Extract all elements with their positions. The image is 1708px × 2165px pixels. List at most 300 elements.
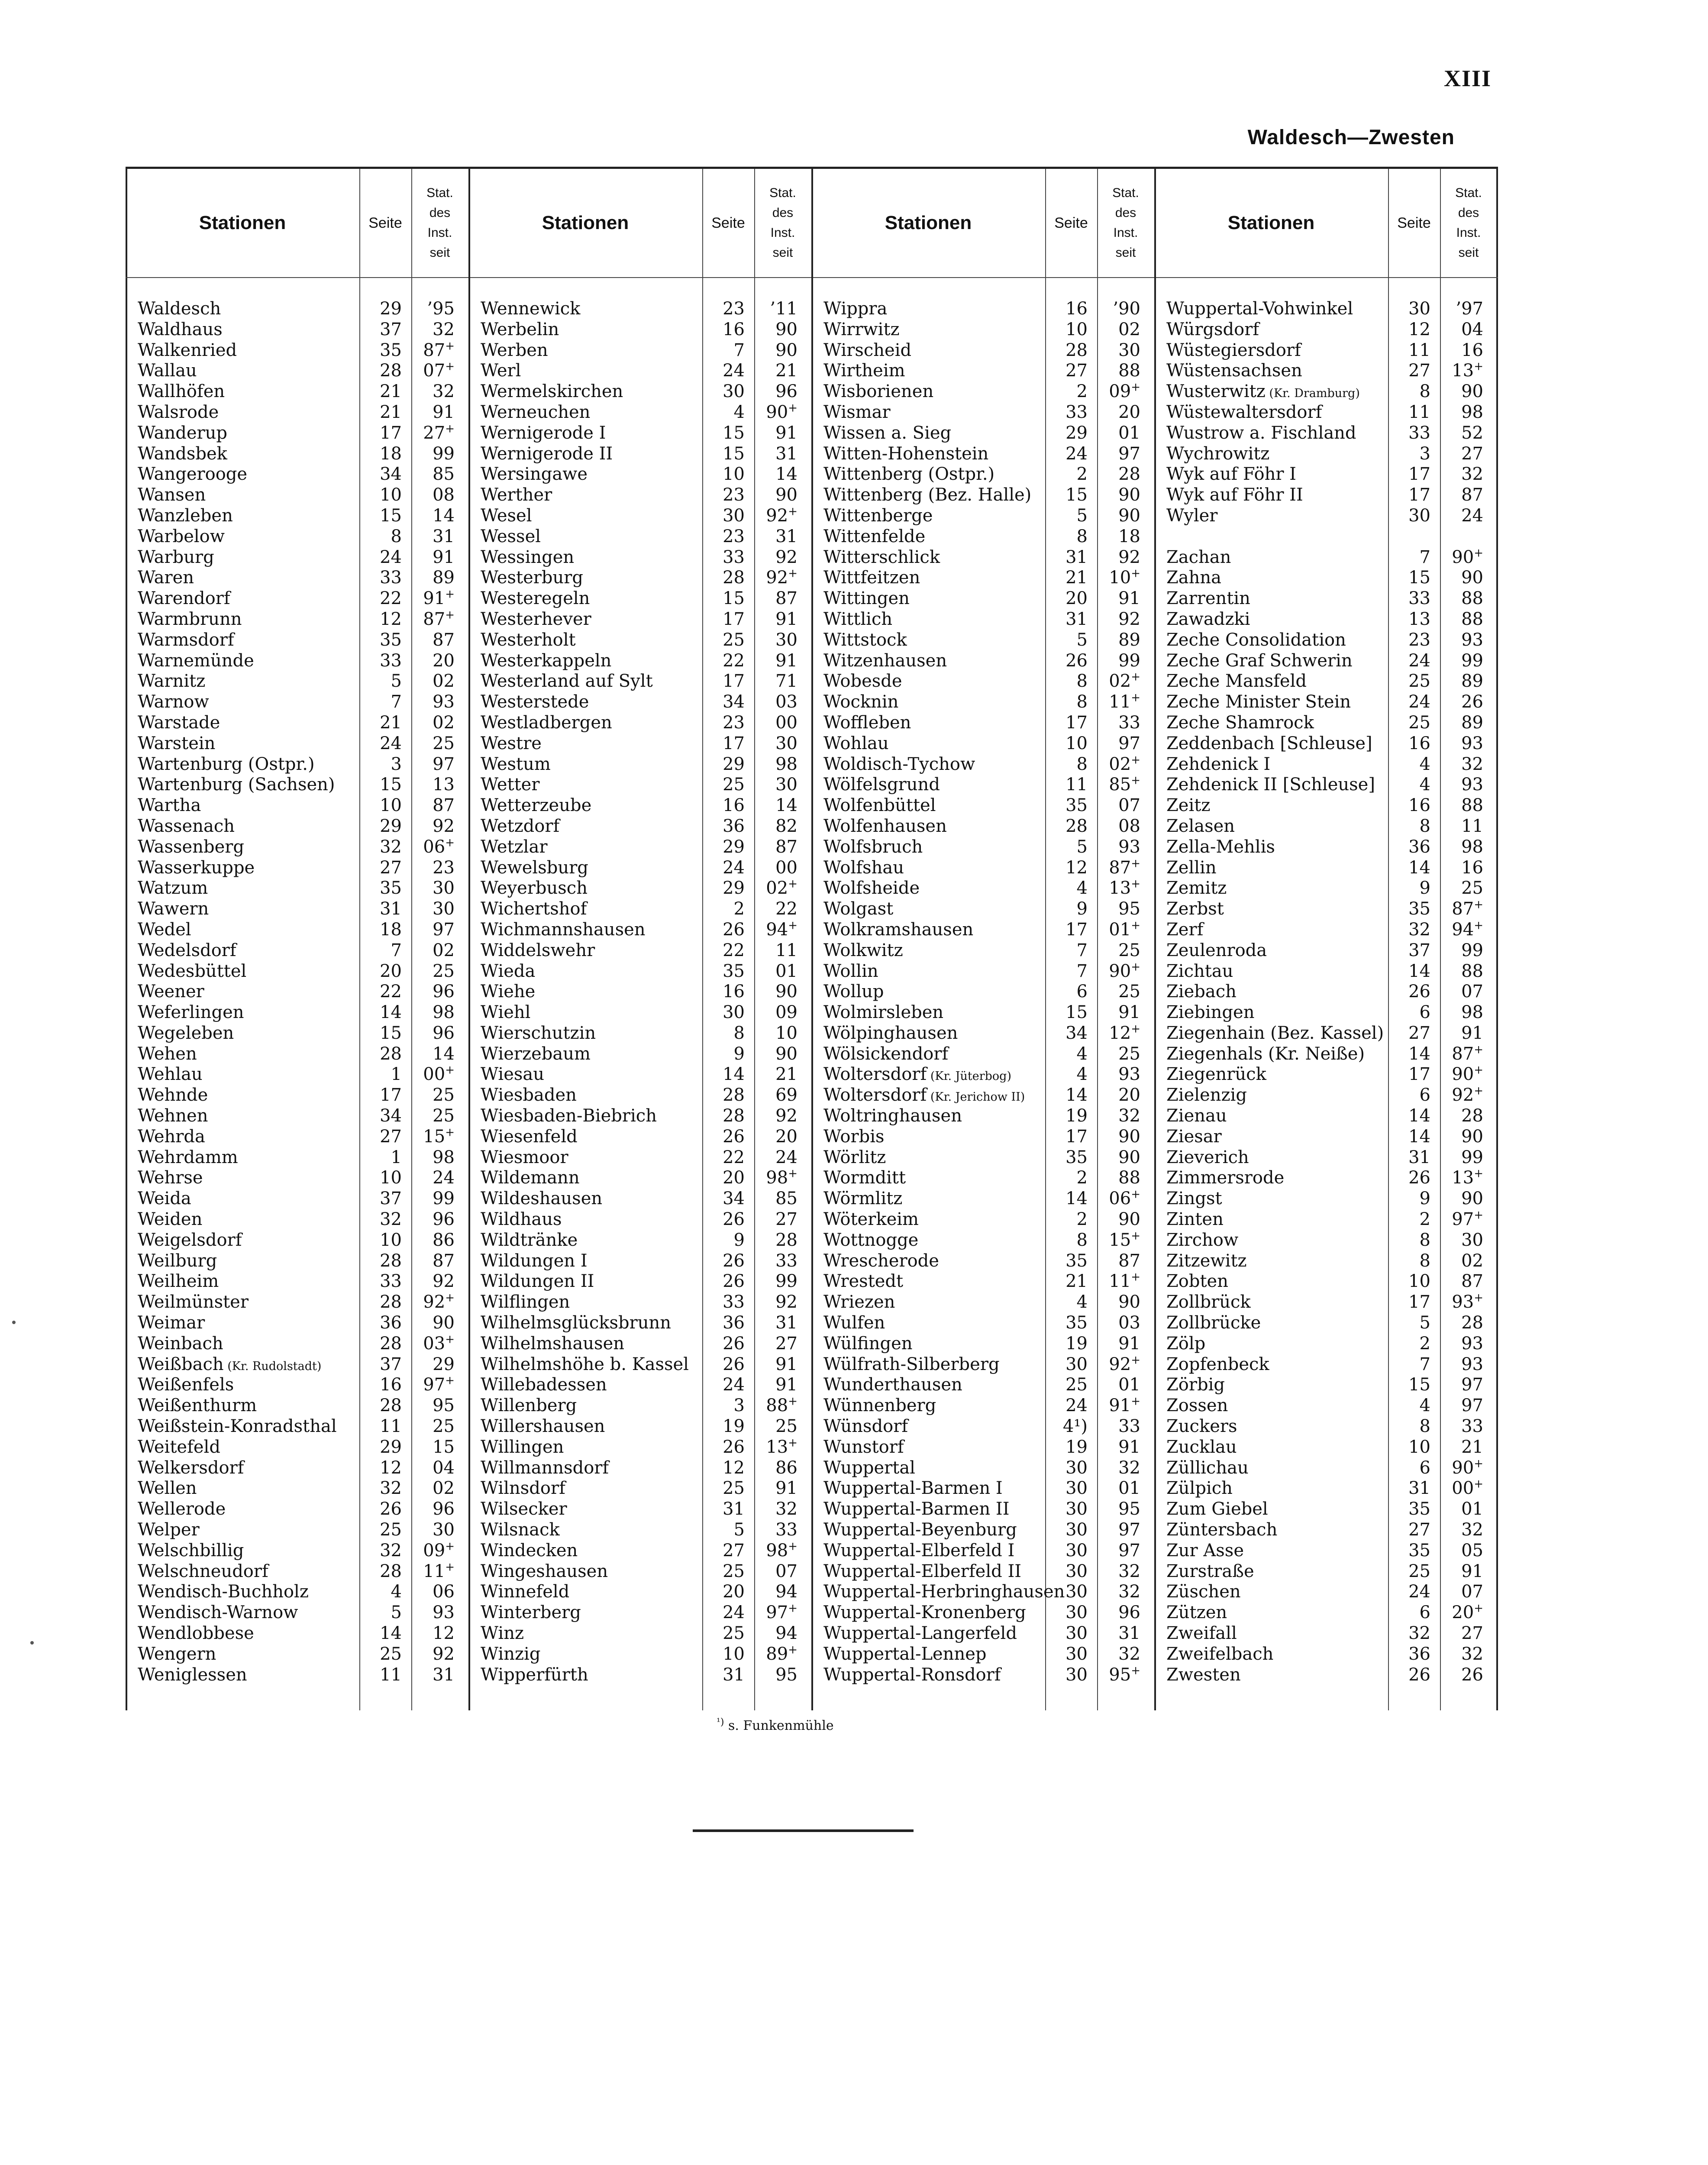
station-row	[468, 1127, 811, 1147]
station-name: Wuppertal-Langerfeld	[823, 1623, 1017, 1643]
station-name: Zieverich	[1166, 1147, 1249, 1167]
station-row	[468, 899, 811, 920]
station-row	[1154, 527, 1497, 547]
station-name: Wolfsheide	[823, 878, 920, 898]
station-year: 25	[433, 1106, 455, 1126]
header-stations: Stationen	[542, 212, 629, 233]
plus-mark: +	[788, 919, 797, 932]
station-year: 28	[1118, 464, 1140, 485]
station-page: 21	[380, 712, 402, 733]
station-page: 28	[723, 1106, 745, 1126]
station-row	[468, 1251, 811, 1272]
station-year: 87+	[1452, 898, 1483, 919]
station-name: Zielenzig	[1166, 1085, 1247, 1105]
station-row	[468, 816, 811, 837]
station-year: 91	[1461, 1023, 1483, 1043]
station-name: Wierschutzin	[481, 1023, 596, 1043]
station-year: 85	[775, 1189, 797, 1209]
station-row	[468, 1354, 811, 1375]
plus-mark: +	[445, 1561, 455, 1574]
station-row	[1154, 775, 1497, 795]
station-row	[811, 527, 1154, 547]
header-stations: Stationen	[1227, 212, 1315, 233]
station-row	[468, 547, 811, 568]
station-row	[468, 1375, 811, 1396]
station-name: Welkersdorf	[138, 1457, 244, 1478]
station-year: 26	[1461, 692, 1483, 712]
station-name: Zeddenbach [Schleuse]	[1166, 733, 1372, 753]
station-name: Weniglessen	[138, 1664, 247, 1685]
station-page: 14	[1408, 1044, 1430, 1064]
station-name: Werther	[481, 485, 552, 505]
station-year: 90+	[1452, 1457, 1483, 1478]
station-page: 11	[380, 1416, 402, 1437]
station-year: 09	[775, 1002, 797, 1023]
station-page: 7	[1419, 547, 1430, 567]
station-row	[126, 444, 468, 465]
station-row	[1154, 1644, 1497, 1665]
station-year: 31	[1118, 1623, 1140, 1643]
station-page: 5	[1076, 837, 1088, 857]
header-seite: Seite	[711, 214, 745, 231]
station-rows	[468, 299, 811, 1685]
station-page: 15	[380, 775, 402, 795]
station-year: 31	[775, 1313, 797, 1333]
station-page: 23	[723, 712, 745, 733]
station-name: Westerhever	[481, 609, 591, 629]
station-year: 12	[433, 1623, 455, 1643]
station-page: 8	[1419, 1251, 1430, 1271]
station-name: Warmbrunn	[138, 609, 242, 629]
station-row	[811, 795, 1154, 816]
station-row	[811, 444, 1154, 465]
station-year: 30	[775, 775, 797, 795]
plus-mark: +	[788, 1167, 797, 1181]
station-row	[468, 1561, 811, 1582]
station-page: 30	[1065, 1603, 1088, 1623]
header-since-line: des	[1115, 206, 1137, 220]
station-row	[468, 940, 811, 961]
station-year: 90+	[1109, 960, 1140, 981]
station-page: 31	[723, 1499, 745, 1519]
station-year: 91	[775, 609, 797, 629]
station-row	[126, 651, 468, 672]
plus-mark: +	[788, 1643, 797, 1657]
station-page: 1	[391, 1147, 402, 1167]
station-name: Weinbach	[138, 1333, 223, 1354]
station-name: Willershausen	[481, 1416, 605, 1437]
plus-mark: +	[1474, 1209, 1483, 1222]
station-name: Zweifelbach	[1166, 1644, 1274, 1664]
station-year: 25	[433, 961, 455, 981]
plus-mark: +	[1474, 1064, 1483, 1077]
station-row	[811, 734, 1154, 754]
station-year: 90+	[1452, 546, 1483, 567]
station-page: 26	[723, 1251, 745, 1271]
station-name: Zienau	[1166, 1106, 1227, 1126]
station-year: 33	[1118, 712, 1140, 733]
station-name: Wilnsdorf	[481, 1478, 565, 1499]
station-name: Windecken	[481, 1540, 578, 1561]
station-page: 26	[723, 1354, 745, 1374]
station-year: 02	[1461, 1251, 1483, 1271]
station-name: Wassenberg	[138, 837, 244, 857]
station-row	[811, 381, 1154, 402]
station-name: Wünnenberg	[823, 1396, 936, 1416]
station-name: Ziebingen	[1166, 1002, 1255, 1023]
plus-mark: +	[445, 360, 455, 374]
station-year: 02	[433, 671, 455, 692]
station-page: 17	[1408, 464, 1430, 485]
station-page: 22	[380, 588, 402, 609]
station-year: 01	[1118, 1375, 1140, 1395]
station-name: Westerland auf Sylt	[481, 671, 653, 692]
station-column-1	[126, 169, 468, 1710]
station-name: Zörbig	[1166, 1375, 1225, 1395]
station-row	[468, 858, 811, 879]
station-row	[811, 568, 1154, 588]
station-year: 71	[775, 671, 797, 692]
station-name: Zucklau	[1166, 1437, 1237, 1457]
station-page: 20	[380, 961, 402, 981]
station-row	[811, 1251, 1154, 1272]
station-row	[468, 1085, 811, 1106]
station-row	[468, 1437, 811, 1458]
station-page: 16	[723, 795, 745, 816]
station-row	[811, 609, 1154, 630]
station-name: Wesel	[481, 505, 532, 526]
station-page: 5	[391, 1603, 402, 1623]
station-page: 29	[1065, 423, 1088, 443]
station-year: 26	[1461, 1664, 1483, 1685]
station-name: Wuppertal-Beyenburg	[823, 1520, 1017, 1540]
station-year: 32	[1118, 1582, 1140, 1602]
station-year: 92	[433, 816, 455, 836]
station-year: 13	[433, 775, 455, 795]
station-page: 25	[1408, 1561, 1430, 1581]
station-row	[126, 1292, 468, 1313]
station-row	[1154, 1354, 1497, 1375]
plus-mark: +	[445, 836, 455, 850]
station-row	[126, 1230, 468, 1251]
station-row	[126, 299, 468, 320]
station-page: 33	[380, 568, 402, 588]
station-page: 6	[1419, 1085, 1430, 1105]
station-year: 89+	[766, 1643, 797, 1664]
station-year: 18	[1118, 526, 1140, 546]
station-year: ’90	[1113, 299, 1140, 319]
station-page: 31	[1408, 1478, 1430, 1499]
station-name: Zweifall	[1166, 1623, 1237, 1643]
station-row	[1154, 858, 1497, 879]
station-qualifier: (Kr. Rudolstadt)	[223, 1359, 322, 1373]
station-page: 30	[1065, 1457, 1088, 1478]
station-name: Wingeshausen	[481, 1561, 608, 1581]
station-year: 91	[775, 1478, 797, 1499]
station-year: 02+	[1109, 753, 1140, 774]
station-row	[126, 1085, 468, 1106]
station-row	[811, 1416, 1154, 1437]
station-page: 2	[1076, 1209, 1088, 1230]
station-name: Wichmannshausen	[481, 919, 646, 940]
station-page: 25	[1065, 1375, 1088, 1395]
station-year: 98	[775, 754, 797, 774]
station-year: 93	[1461, 775, 1483, 795]
station-name: Wrescherode	[823, 1251, 939, 1271]
station-page: 31	[380, 899, 402, 919]
plus-mark: +	[445, 1540, 455, 1553]
station-row	[1154, 1561, 1497, 1582]
station-name: Warnitz	[138, 671, 206, 692]
station-year: 01	[1118, 1478, 1140, 1499]
station-page: 28	[380, 1251, 402, 1271]
station-row	[126, 361, 468, 381]
station-name: Wüstewaltersdorf	[1166, 402, 1322, 422]
station-row	[126, 630, 468, 651]
station-year: 01+	[1109, 919, 1140, 940]
station-year: 06+	[1109, 1188, 1140, 1209]
station-page: 27	[1408, 1520, 1430, 1540]
header-stations: Stationen	[199, 212, 286, 233]
station-name: Werneuchen	[481, 402, 591, 422]
station-page: 20	[723, 1582, 745, 1602]
station-name: Wewelsburg	[481, 857, 588, 878]
station-year: 87	[1461, 485, 1483, 505]
station-name: Wengern	[138, 1644, 216, 1664]
station-year: ’11	[770, 299, 797, 319]
station-name: Wissen a. Sieg	[823, 423, 952, 443]
station-row	[126, 775, 468, 795]
station-page: 36	[380, 1313, 402, 1333]
station-row	[811, 320, 1154, 340]
station-year: 32	[1118, 1106, 1140, 1126]
station-page: 28	[1065, 816, 1088, 836]
station-year: 93	[433, 1603, 455, 1623]
station-name: Zeulenroda	[1166, 940, 1267, 960]
station-page: 23	[723, 485, 745, 505]
station-year: 94+	[1452, 919, 1483, 940]
station-year: 87	[433, 795, 455, 816]
plus-mark: +	[1474, 546, 1483, 560]
station-year: 32	[1118, 1561, 1140, 1581]
station-year: 07	[1461, 1582, 1483, 1602]
station-name: Zuckers	[1166, 1416, 1237, 1437]
station-name: Zawadzki	[1166, 609, 1250, 629]
station-year: 98+	[766, 1540, 797, 1561]
station-name: Wuppertal-Kronenberg	[823, 1603, 1026, 1623]
station-row	[468, 1458, 811, 1479]
station-page: 10	[1408, 1437, 1430, 1457]
station-page: 35	[380, 630, 402, 650]
station-row	[468, 506, 811, 527]
header-since-line: seit	[429, 246, 450, 260]
station-page: 24	[1408, 1582, 1430, 1602]
station-row	[811, 547, 1154, 568]
station-name: Zelasen	[1166, 816, 1235, 836]
plus-mark: +	[1474, 1457, 1483, 1470]
station-page: 25	[380, 1520, 402, 1540]
station-page: 8	[1076, 671, 1088, 692]
station-name: Wildtränke	[481, 1230, 578, 1250]
station-row	[468, 1106, 811, 1127]
station-year: 88	[1461, 961, 1483, 981]
station-page: 35	[1408, 899, 1430, 919]
station-row	[811, 692, 1154, 713]
station-row	[1154, 402, 1497, 423]
station-page: 30	[1408, 505, 1430, 526]
station-name: Waldhaus	[138, 319, 223, 339]
station-year: 92	[1118, 609, 1140, 629]
station-page: 8	[1076, 692, 1088, 712]
station-page: 20	[1065, 588, 1088, 609]
station-page: 32	[380, 1478, 402, 1499]
station-page: 17	[1408, 1292, 1430, 1312]
station-row	[468, 361, 811, 381]
station-year: 32	[1118, 1457, 1140, 1478]
station-page: 4	[733, 402, 745, 422]
station-year: 13+	[1452, 1167, 1483, 1188]
station-row	[468, 423, 811, 444]
station-name: Wölfelsgrund	[823, 775, 940, 795]
station-row	[1154, 1541, 1497, 1561]
station-year: 92	[1118, 547, 1140, 567]
station-page: 33	[1065, 402, 1088, 422]
station-name: Wersingawe	[481, 464, 588, 485]
station-page: 30	[1065, 1582, 1088, 1602]
station-page: 28	[380, 1396, 402, 1416]
station-year: 32	[433, 319, 455, 339]
station-row	[811, 920, 1154, 940]
station-page: 23	[723, 299, 745, 319]
station-year: 32	[1461, 464, 1483, 485]
station-name: Zossen	[1166, 1396, 1228, 1416]
station-year: 89	[1461, 712, 1483, 733]
plus-mark: +	[1131, 1271, 1140, 1284]
station-year: 97	[433, 754, 455, 774]
station-page: 18	[380, 443, 402, 464]
station-year: 92	[433, 1644, 455, 1664]
station-page: 26	[1408, 1664, 1430, 1685]
station-name: Wolgast	[823, 899, 894, 919]
station-page: 12	[380, 1457, 402, 1478]
station-year: 07	[1118, 795, 1140, 816]
station-year: 02	[433, 940, 455, 960]
station-name: Wetzlar	[481, 837, 548, 857]
plus-mark: +	[1131, 877, 1140, 891]
station-row	[1154, 547, 1497, 568]
station-name: Warburg	[138, 547, 214, 567]
station-row	[1154, 1251, 1497, 1272]
station-page: 4	[1076, 1064, 1088, 1085]
station-year: 32	[433, 381, 455, 402]
station-name: Wustrow a. Fischland	[1166, 423, 1356, 443]
station-name: Wittenberge	[823, 505, 933, 526]
station-page: 7	[391, 940, 402, 960]
station-page: 30	[723, 505, 745, 526]
station-name: Weilmünster	[138, 1292, 249, 1312]
station-year: 27	[1461, 443, 1483, 464]
station-row	[1154, 1437, 1497, 1458]
station-year: ’95	[427, 299, 455, 319]
station-row	[811, 775, 1154, 795]
station-year: 03+	[423, 1333, 455, 1354]
station-page: 36	[1408, 837, 1430, 857]
station-page: 25	[723, 1561, 745, 1581]
header-seite: Seite	[1397, 214, 1431, 231]
station-row	[126, 1396, 468, 1416]
station-row	[468, 961, 811, 982]
station-year: 87	[433, 630, 455, 650]
station-page: 17	[1065, 919, 1088, 940]
station-name: Wörmlitz	[823, 1189, 903, 1209]
station-page: 24	[723, 1603, 745, 1623]
station-page: 14	[1408, 961, 1430, 981]
station-year: 87+	[1109, 857, 1140, 878]
station-row	[811, 1271, 1154, 1292]
station-name: Wierzebaum	[481, 1044, 591, 1064]
station-page: 14	[1065, 1189, 1088, 1209]
station-year: 69	[775, 1085, 797, 1105]
station-row	[1154, 1106, 1497, 1127]
station-page: 26	[723, 1126, 745, 1147]
station-page: 15	[380, 505, 402, 526]
station-year: 90+	[766, 401, 797, 422]
station-page: 30	[1065, 1499, 1088, 1519]
station-row	[468, 982, 811, 1002]
station-name: Wolfshau	[823, 857, 904, 878]
station-row	[468, 1292, 811, 1313]
station-name: Wyk auf Föhr I	[1166, 464, 1296, 485]
station-name: Walsrode	[138, 402, 219, 422]
station-page: 33	[723, 547, 745, 567]
station-page: 10	[380, 795, 402, 816]
station-name: Wolmirsleben	[823, 1002, 944, 1023]
station-row	[126, 1064, 468, 1085]
station-name: Wittfeitzen	[823, 568, 920, 588]
station-name: Wernigerode I	[481, 423, 606, 443]
station-name: Warstein	[138, 733, 216, 753]
station-row	[126, 1499, 468, 1520]
station-page: 5	[1419, 1313, 1430, 1333]
station-name: Wawern	[138, 899, 209, 919]
station-row	[1154, 361, 1497, 381]
station-name: Wolkwitz	[823, 940, 903, 960]
station-year: 99	[433, 443, 455, 464]
station-year: 52	[1461, 423, 1483, 443]
station-row	[811, 878, 1154, 899]
station-name: Wölsickendorf	[823, 1044, 949, 1064]
station-name: Wiehl	[481, 1002, 531, 1023]
station-name: Wuppertal-Elberfeld II	[823, 1561, 1022, 1581]
station-page: 2	[1076, 1168, 1088, 1188]
station-row	[811, 837, 1154, 858]
station-year: 24	[775, 1147, 797, 1167]
station-year: 25	[1118, 1044, 1140, 1064]
station-page: 26	[1065, 650, 1088, 671]
station-name: Zeche Shamrock	[1166, 712, 1314, 733]
station-page: 16	[723, 982, 745, 1002]
station-page: 8	[733, 1023, 745, 1043]
station-row	[811, 1665, 1154, 1686]
station-year: 91	[1118, 1002, 1140, 1023]
station-page: 2	[1419, 1333, 1430, 1354]
plus-mark: +	[1474, 1167, 1483, 1181]
station-year: 96	[433, 1499, 455, 1519]
station-year: 97	[1461, 1375, 1483, 1395]
station-name: Wülfrath-Silberberg	[823, 1354, 1000, 1374]
station-row	[126, 1375, 468, 1396]
station-row	[811, 1644, 1154, 1665]
